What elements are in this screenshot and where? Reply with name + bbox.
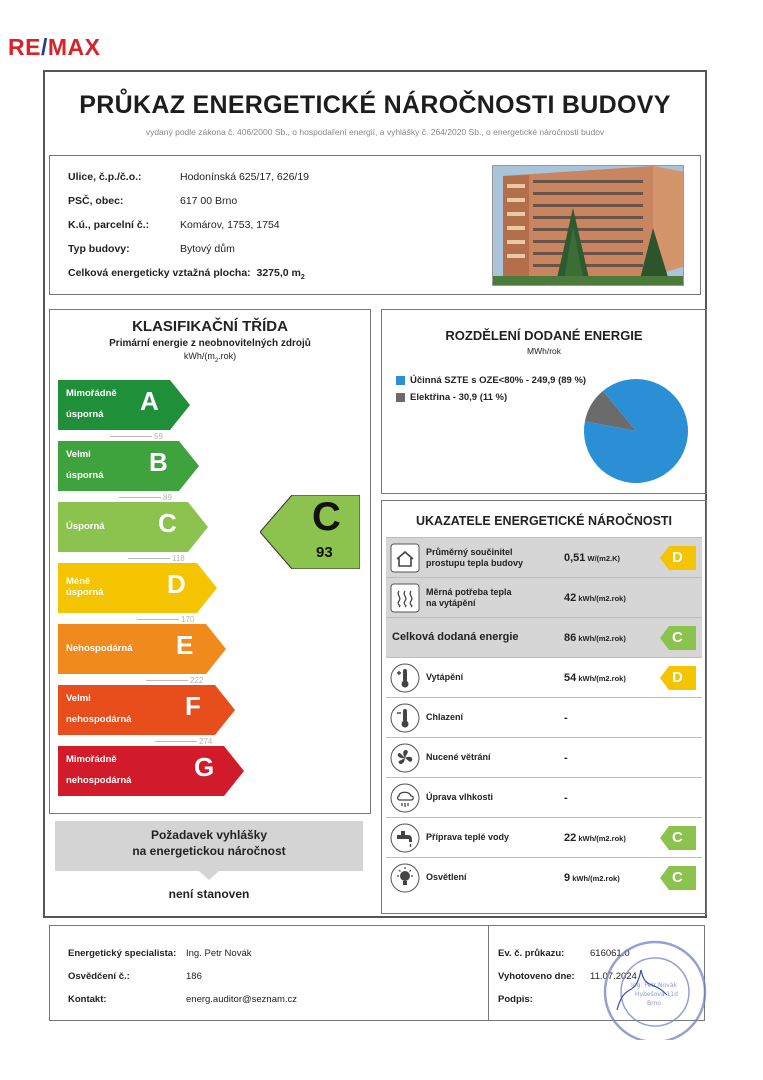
current-class-letter: C [312,495,341,539]
address-section [49,155,701,295]
indicators-section [381,500,707,914]
indicator-class-badge: C [660,826,696,850]
distribution-title: ROZDĚLENÍ DODANÉ ENERGIE [445,328,643,343]
energy-class-label: Velmi úsporná [66,448,104,482]
contact-row: Kontakt: energ.auditor@seznam.cz [68,994,298,1005]
bulb-icon [390,863,420,893]
indicator-label: Osvětlení [426,872,467,883]
indicator-value: - [564,711,568,724]
indicator-row [386,577,702,617]
energy-class-label: Velmi nehospodárná [66,692,132,726]
distribution-pie-chart [582,377,690,485]
humidity-icon [390,783,420,813]
legend-item: Účinná SZTE s OZE<80% - 249,9 (89 %) [396,375,586,386]
svg-text:Brno: Brno [647,1000,661,1007]
current-class-indicator [260,495,360,569]
indicator-label: Příprava teplé vody [426,832,510,843]
indicator-row [386,537,702,577]
indicator-label: Měrná potřeba tepla na vytápění [426,587,512,608]
svg-text:Hybešova 11d: Hybešova 11d [635,991,678,998]
class-threshold: 59 [110,432,163,441]
indicator-value: 42 kWh/(m2.rok) [564,591,626,604]
indicator-row [386,817,702,857]
requirement-arrow [199,871,219,880]
evidence-number-row: Ev. č. průkazu: 616061.0 [498,948,630,959]
legend-item: Elektřina - 30,9 (11 %) [396,392,586,403]
remax-logo: RE/MAX [8,34,101,60]
header [48,75,702,147]
indicator-value: 22 kWh/(m2.rok) [564,831,626,844]
house-icon [390,543,420,573]
indicator-value: - [564,751,568,764]
current-class-value: 93 [316,544,333,561]
tap-icon [390,823,420,853]
certificate-frame [43,70,707,1007]
page-subtitle: vydaný podle zákona č. 406/2000 Sb., o hospodaření energií, a vyhlášky č. 264/2020 Sb., o energetické náročnosti budov [145,127,605,137]
page-title: PRŮKAZ ENERGETICKÉ NÁROČNOSTI BUDOVY [79,91,671,119]
distribution-unit: MWh/rok [527,346,561,356]
energy-class-label: Nehospodárná [66,642,133,654]
cadastre-row: K.ú., parcelní č.: Komárov, 1753, 1754 [68,219,280,231]
street-row: Ulice, č.p./č.o.: Hodonínská 625/17, 626/19 [68,171,310,183]
class-threshold: 89 [119,493,172,502]
energy-class-letter: G [194,752,215,782]
indicator-row [386,857,702,897]
classification-title: KLASIFIKAČNÍ TŘÍDA [132,318,288,335]
legend-swatch [396,376,405,385]
classification-unit: kWh/$(m_2.rok)$ [183,351,237,364]
indicator-label: Celková dodaná energie [392,631,519,644]
specialist-row: Energetický specialista: Ing. Petr Novák [68,948,252,959]
zip-row: PSČ, obec: 617 00 Brno [68,195,238,207]
energy-class-letter: B [149,447,168,477]
area-row: Celková energeticky vztažná plocha: 3275,0 $m_2$ [68,267,305,282]
indicator-class-badge: D [660,546,696,570]
fan-icon [390,743,420,773]
requirement-value: není stanoven [168,887,250,901]
indicator-class-badge: C [660,626,696,650]
energy-class-letter: D [167,569,186,599]
energy-distribution-section [381,309,707,494]
legend-swatch [396,393,405,402]
energy-class-label: Mimořádně nehospodárná [66,753,132,787]
building-type-row: Typ budovy: Bytový dům [68,243,235,255]
signature-row: Podpis: [498,994,533,1005]
energy-class-label: Mimořádně úsporná [66,387,117,421]
indicator-value: 86 kWh/(m2.rok) [564,631,626,644]
energy-class-label: Méně úsporná [66,576,104,598]
classification-section [49,309,371,814]
class-threshold: 222 [146,676,203,685]
indicator-row [386,777,702,817]
indicator-label: Úprava vlhkosti [426,792,494,803]
indicator-value: 9 kWh/(m2.rok) [564,871,620,884]
class-threshold: 274 [155,737,212,746]
indicator-value: 54 kWh/(m2.rok) [564,671,626,684]
indicator-class-badge: C [660,866,696,890]
indicator-class-badge: D [660,666,696,690]
certificate-number-row: Osvědčení č.: 186 [68,971,202,982]
indicator-value: 0,51 W/(m2.K) [564,551,621,564]
indicators-title: UKAZATELE ENERGETICKÉ NÁROČNOSTI [415,514,673,528]
svg-text:Ing. Petr Novák: Ing. Petr Novák [631,982,677,989]
energy-class-letter: C [158,508,177,538]
thermometer-minus-icon [390,703,420,733]
indicator-row [386,737,702,777]
indicator-row [386,657,702,697]
energy-class-letter: A [140,386,159,416]
building-photo [492,165,684,286]
requirement-title: Požadavek vyhlášky na energetickou náročnost [55,821,363,871]
class-threshold: 170 [137,615,194,624]
indicator-label: Nucené větrání [426,752,491,763]
issue-date-row: Vyhotoveno dne: 11.07.2024 [498,971,637,982]
auditor-stamp [597,940,709,1040]
class-threshold: 118 [128,554,185,563]
indicator-row [386,617,702,657]
energy-class-letter: F [185,691,201,721]
energy-class-letter: E [176,630,194,660]
indicator-value: - [564,791,568,804]
indicator-label: Vytápění [426,672,464,683]
thermometer-plus-icon [390,663,420,693]
classification-subtitle: Primární energie z neobnovitelných zdrojů [109,338,311,349]
indicator-row [386,697,702,737]
distribution-legend [396,375,586,409]
indicator-label: Chlazení [426,712,464,723]
heat-wave-icon [390,583,420,613]
indicator-label: Průměrný součinitel prostupu tepla budovy [426,547,524,568]
energy-class-label: Úsporná [66,520,105,532]
